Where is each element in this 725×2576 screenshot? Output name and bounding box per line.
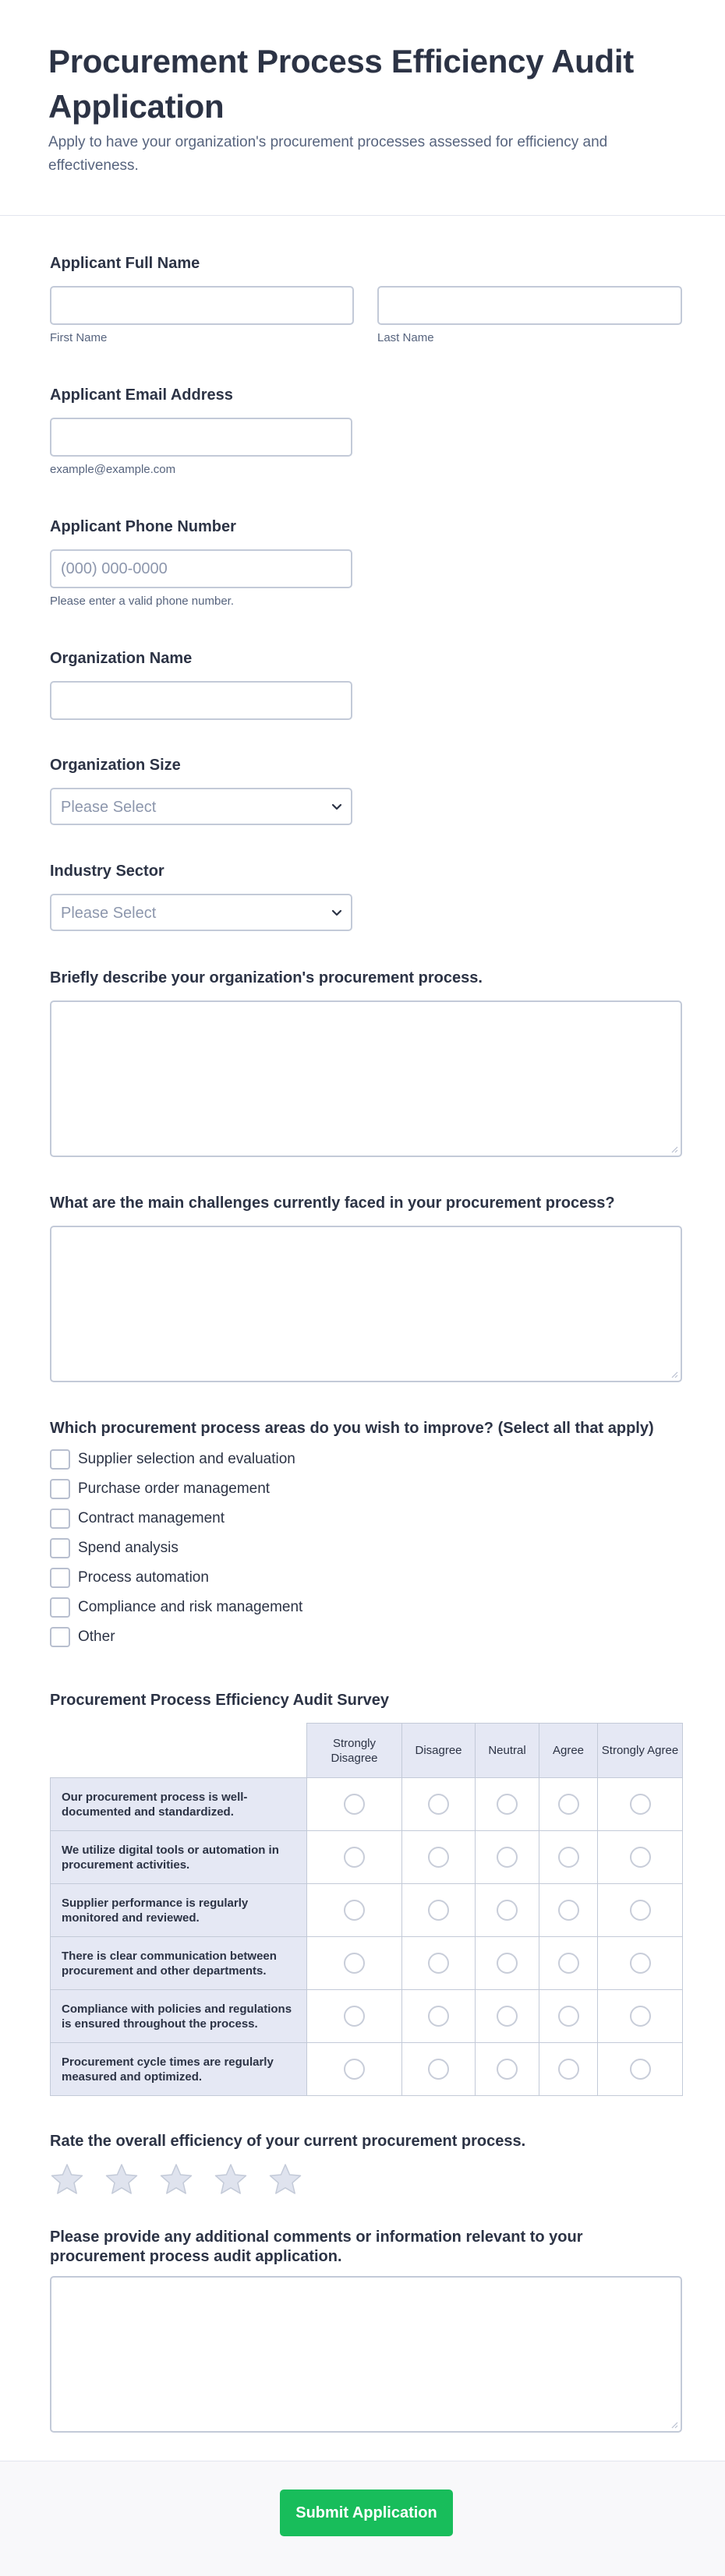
comments-textarea[interactable] [50, 2276, 682, 2433]
industry-label: Industry Sector [50, 863, 164, 880]
radio-button[interactable] [344, 1900, 365, 1921]
radio-button[interactable] [558, 2006, 579, 2027]
matrix-column-header: Neutral [476, 1724, 539, 1778]
radio-button[interactable] [630, 1847, 651, 1868]
submit-button[interactable]: Submit Application [280, 2490, 453, 2536]
matrix-cell [402, 1831, 476, 1884]
last-name-input[interactable] [377, 286, 682, 325]
radio-button[interactable] [428, 2059, 449, 2080]
radio-button[interactable] [497, 2006, 518, 2027]
checkbox[interactable] [50, 1538, 70, 1558]
star-icon[interactable] [214, 2163, 248, 2196]
org-name-input[interactable] [50, 681, 352, 720]
matrix-cell [402, 2043, 476, 2096]
chevron-down-icon [331, 800, 343, 813]
radio-button[interactable] [428, 1794, 449, 1815]
matrix-row [51, 1831, 683, 1884]
org-size-field [50, 756, 681, 825]
checkbox[interactable] [50, 1449, 70, 1470]
matrix-row [51, 1778, 683, 1831]
survey-matrix [50, 1723, 683, 2096]
challenges-label: What are the main challenges currently faced in your procurement process? [50, 1194, 615, 1212]
radio-button[interactable] [428, 1953, 449, 1974]
survey-label: Procurement Process Efficiency Audit Survey [50, 1692, 389, 1709]
checkbox-option[interactable] [50, 1593, 681, 1622]
checkbox-label: Process automation [78, 1569, 209, 1586]
challenges-textarea[interactable] [50, 1226, 682, 1382]
email-field [50, 386, 681, 476]
matrix-row-label: Supplier performance is regularly monitored and reviewed. [51, 1884, 307, 1937]
radio-button[interactable] [558, 1847, 579, 1868]
matrix-row-label: Our procurement process is well-documented and standardized. [51, 1778, 307, 1831]
challenges-field [50, 1194, 681, 1382]
checkbox-label: Compliance and risk management [78, 1599, 303, 1615]
form-header [0, 0, 725, 216]
matrix-cell [307, 1831, 402, 1884]
checkbox-option[interactable] [50, 1474, 681, 1504]
form-title: Procurement Process Efficiency Audit Application [48, 43, 634, 125]
comments-label: Please provide any additional comments or information relevant to your procurement process audit application. [50, 2228, 583, 2265]
matrix-cell [402, 1884, 476, 1937]
email-sublabel: example@example.com [50, 463, 176, 476]
org-size-select[interactable] [50, 788, 352, 825]
radio-button[interactable] [344, 2006, 365, 2027]
matrix-cell [598, 1937, 683, 1990]
matrix-cell [476, 1778, 539, 1831]
star-rating [50, 2163, 681, 2196]
matrix-cell [402, 1990, 476, 2043]
radio-button[interactable] [497, 1794, 518, 1815]
survey-field [50, 1691, 681, 2096]
checkbox-label: Purchase order management [78, 1480, 271, 1497]
matrix-corner [51, 1724, 307, 1778]
describe-process-field [50, 969, 681, 1157]
radio-button[interactable] [428, 2006, 449, 2027]
checkbox-label: Spend analysis [78, 1540, 179, 1556]
checkbox-option[interactable] [50, 1622, 681, 1652]
matrix-row-label: We utilize digital tools or automation in procurement activities. [51, 1831, 307, 1884]
checkbox-option[interactable] [50, 1563, 681, 1593]
matrix-cell [307, 1884, 402, 1937]
radio-button[interactable] [428, 1847, 449, 1868]
checkbox[interactable] [50, 1509, 70, 1529]
radio-button[interactable] [344, 1794, 365, 1815]
matrix-cell [402, 1778, 476, 1831]
phone-sublabel: Please enter a valid phone number. [50, 595, 234, 608]
matrix-cell [539, 1831, 598, 1884]
checkbox-label: Other [78, 1629, 115, 1645]
matrix-row [51, 1937, 683, 1990]
industry-select[interactable] [50, 894, 352, 931]
phone-field [50, 517, 681, 608]
radio-button[interactable] [497, 2059, 518, 2080]
matrix-cell [476, 1937, 539, 1990]
matrix-cell [598, 1778, 683, 1831]
checkbox-option[interactable] [50, 1533, 681, 1563]
matrix-row [51, 1990, 683, 2043]
matrix-cell [539, 1990, 598, 2043]
full-name-field [50, 254, 681, 344]
first-name-sublabel: First Name [50, 331, 108, 344]
radio-button[interactable] [497, 1900, 518, 1921]
radio-button[interactable] [497, 1847, 518, 1868]
industry-selected: Please Select [61, 905, 157, 922]
matrix-cell [476, 2043, 539, 2096]
matrix-row-label: Compliance with policies and regulations is ensured throughout the process. [51, 1990, 307, 2043]
rating-label: Rate the overall efficiency of your current procurement process. [50, 2133, 526, 2150]
describe-process-textarea[interactable] [50, 1000, 682, 1157]
full-name-label: Applicant Full Name [50, 255, 200, 272]
matrix-cell [539, 1937, 598, 1990]
checkbox-option[interactable] [50, 1445, 681, 1474]
first-name-input[interactable] [50, 286, 354, 325]
radio-button[interactable] [630, 2059, 651, 2080]
matrix-cell [307, 1990, 402, 2043]
matrix-cell [402, 1937, 476, 1990]
star-icon[interactable] [159, 2163, 193, 2196]
org-size-label: Organization Size [50, 757, 181, 774]
org-name-field [50, 649, 681, 720]
phone-input[interactable] [50, 549, 352, 588]
comments-field [50, 2228, 681, 2433]
matrix-column-header: Disagree [402, 1724, 476, 1778]
checkbox-label: Supplier selection and evaluation [78, 1451, 295, 1467]
matrix-cell [598, 1990, 683, 2043]
matrix-cell [598, 1884, 683, 1937]
improve-areas-field [50, 1419, 681, 1652]
resize-grip-icon[interactable] [670, 1371, 678, 1378]
radio-button[interactable] [428, 1900, 449, 1921]
radio-button[interactable] [558, 2059, 579, 2080]
org-name-label: Organization Name [50, 650, 193, 667]
email-input[interactable] [50, 418, 352, 457]
resize-grip-icon[interactable] [670, 1145, 678, 1153]
radio-button[interactable] [630, 1794, 651, 1815]
matrix-column-header: Strongly Disagree [307, 1724, 402, 1778]
star-icon[interactable] [50, 2163, 84, 2196]
improve-areas-list [50, 1445, 681, 1652]
checkbox[interactable] [50, 1479, 70, 1499]
star-icon[interactable] [268, 2163, 302, 2196]
email-label: Applicant Email Address [50, 386, 233, 404]
matrix-cell [539, 1884, 598, 1937]
industry-field [50, 862, 681, 931]
matrix-column-header: Strongly Agree [598, 1724, 683, 1778]
matrix-cell [307, 1937, 402, 1990]
matrix-row [51, 2043, 683, 2096]
checkbox-option[interactable] [50, 1504, 681, 1533]
matrix-row [51, 1884, 683, 1937]
matrix-cell [307, 1778, 402, 1831]
checkbox[interactable] [50, 1568, 70, 1588]
radio-button[interactable] [630, 1900, 651, 1921]
radio-button[interactable] [558, 1794, 579, 1815]
matrix-cell [598, 2043, 683, 2096]
resize-grip-icon[interactable] [670, 2421, 678, 2429]
org-size-selected: Please Select [61, 799, 157, 816]
matrix-row-label: Procurement cycle times are regularly measured and optimized. [51, 2043, 307, 2096]
radio-button[interactable] [558, 1900, 579, 1921]
radio-button[interactable] [344, 1847, 365, 1868]
checkbox-label: Contract management [78, 1510, 225, 1526]
matrix-cell [476, 1990, 539, 2043]
radio-button[interactable] [558, 1953, 579, 1974]
radio-button[interactable] [344, 1953, 365, 1974]
matrix-cell [476, 1884, 539, 1937]
improve-areas-label: Which procurement process areas do you wish to improve? (Select all that apply) [50, 1420, 654, 1437]
chevron-down-icon [331, 906, 343, 919]
matrix-row-label: There is clear communication between procurement and other departments. [51, 1937, 307, 1990]
matrix-cell [307, 2043, 402, 2096]
last-name-sublabel: Last Name [377, 331, 434, 344]
radio-button[interactable] [630, 2006, 651, 2027]
matrix-cell [539, 2043, 598, 2096]
star-icon[interactable] [104, 2163, 139, 2196]
form-description: Apply to have your organization's procurement processes assessed for efficiency and effectiveness. [48, 134, 608, 174]
checkbox[interactable] [50, 1597, 70, 1618]
matrix-cell [476, 1831, 539, 1884]
describe-process-label: Briefly describe your organization's procurement process. [50, 969, 483, 986]
rating-field [50, 2132, 681, 2196]
matrix-cell [539, 1778, 598, 1831]
phone-label: Applicant Phone Number [50, 518, 236, 535]
matrix-column-header: Agree [539, 1724, 598, 1778]
matrix-cell [598, 1831, 683, 1884]
radio-button[interactable] [344, 2059, 365, 2080]
radio-button[interactable] [497, 1953, 518, 1974]
checkbox[interactable] [50, 1627, 70, 1647]
radio-button[interactable] [630, 1953, 651, 1974]
